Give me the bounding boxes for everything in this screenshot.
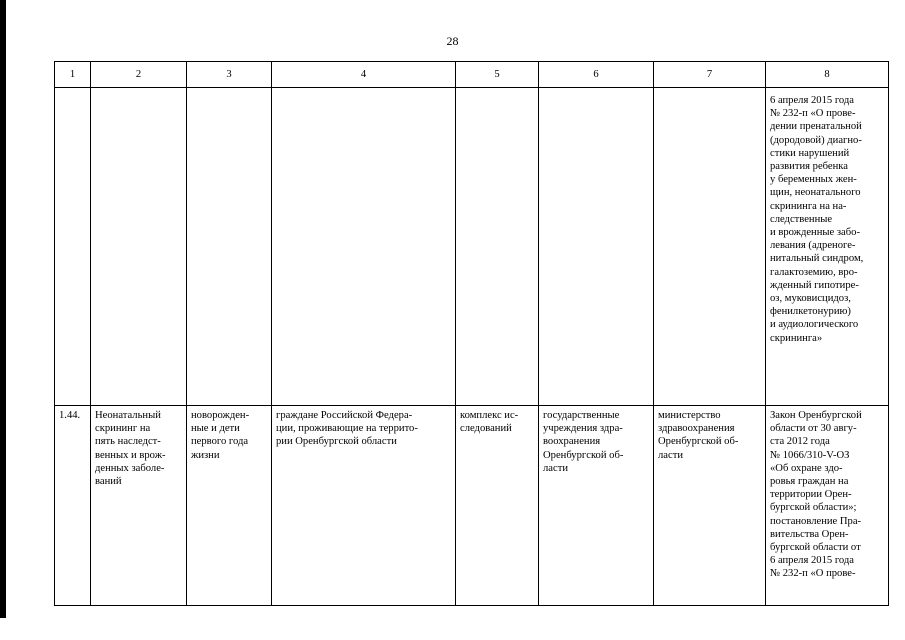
cell-text: 6 апреля 2015 года № 232-п «О прове- дении пренатальной (дородовой) диагно- стики нарушений развития ребенка у беременных жен- щин, неонатального скрининга на на- следственные и врожденные забо- левания (адреноге- нитальный синдром, галактоземию, вро- жденный гипотире- оз, муковисцидоз, фенилкетонурию) и аудиологического скрининга» (770, 95, 864, 344)
table-cell-responsible (654, 406, 766, 606)
column-header-5: 5 (456, 62, 539, 88)
document-table (54, 61, 889, 606)
column-header-7: 7 (654, 62, 766, 88)
table-cell-form (456, 406, 539, 606)
table-header-row (55, 62, 889, 88)
table-cell (91, 88, 187, 406)
cell-text: министерство здравоохранения Оренбургской об- ласти (658, 410, 739, 461)
cell-text: граждане Российской Федера- ции, проживающие на террито- рии Оренбургской области (276, 410, 418, 448)
column-header-1: 1 (55, 62, 91, 88)
column-header-6: 6 (539, 62, 654, 88)
table-cell (654, 88, 766, 406)
table-cell-provider (539, 406, 654, 606)
column-header-3: 3 (187, 62, 272, 88)
scan-left-border (0, 0, 6, 618)
cell-text: Неонатальный скрининг на пять наследст- венных и врож- денных заболе- ваний (95, 410, 166, 488)
column-header-2: 2 (91, 62, 187, 88)
page-number: 28 (446, 34, 459, 48)
table-cell-legal-basis (766, 406, 889, 606)
table-cell (55, 88, 91, 406)
table-cell (187, 88, 272, 406)
table-cell-recipients (187, 406, 272, 606)
column-header-8: 8 (766, 62, 889, 88)
cell-text: государственные учреждения здра- воохранения Оренбургской об- ласти (543, 410, 624, 474)
cell-text: 1.44. (59, 410, 81, 421)
table-cell-legal-basis (766, 88, 889, 406)
table-row (55, 88, 889, 406)
cell-text: комплекс ис- следований (460, 410, 519, 435)
table-cell-number (55, 406, 91, 606)
table-cell-eligibility (272, 406, 456, 606)
cell-text: новорожден- ные и дети первого года жизни (191, 410, 250, 461)
table-cell (539, 88, 654, 406)
cell-text: Закон Оренбургской области от 30 авгу- ста 2012 года № 1066/310-V-ОЗ «Об охране здо- ровья граждан на территории Орен- бургской области»; постановление Пра- вительства Орен- бургской области от 6 апреля 2015 года № 232-п «О прове- (770, 410, 862, 580)
table-row (55, 406, 889, 606)
column-header-4: 4 (272, 62, 456, 88)
table-cell-service-name (91, 406, 187, 606)
table-cell (456, 88, 539, 406)
table-cell (272, 88, 456, 406)
